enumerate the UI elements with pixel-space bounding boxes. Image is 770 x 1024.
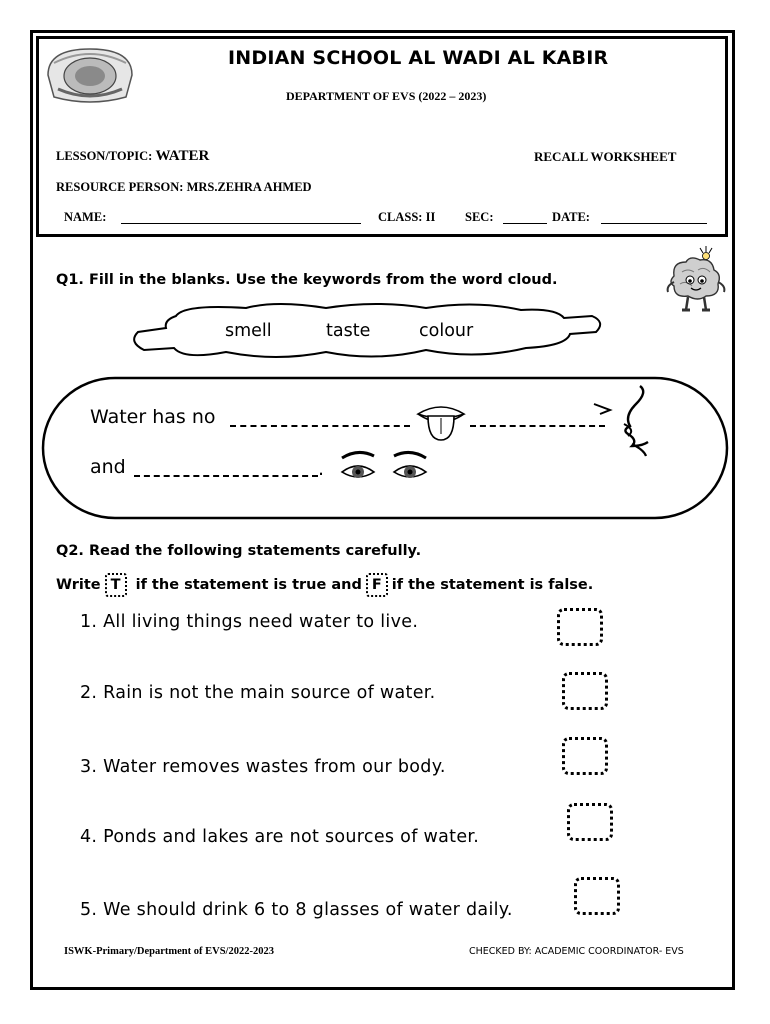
name-label: NAME: [64,210,107,224]
footer-right: CHECKED BY: ACADEMIC COORDINATOR- EVS [469,946,684,957]
school-logo-icon [44,45,136,107]
statement-5: 5. We should drink 6 to 8 glasses of water daily. [80,900,513,920]
date-label: DATE: [552,210,590,224]
false-marker-box: F [366,573,388,597]
footer-left: ISWK-Primary/Department of EVS/2022-2023 [64,946,274,957]
keyword-colour: colour [419,321,474,341]
class-label: CLASS: II [378,210,436,224]
worksheet-type: RECALL WORKSHEET [534,149,677,164]
sec-field[interactable] [503,223,547,224]
sec-label: SEC: [465,210,494,224]
keyword-smell: smell [225,321,272,341]
word-cloud [126,302,616,368]
eyes-icon [338,448,430,488]
statement-4: 4. Ponds and lakes are not sources of water. [80,827,480,847]
nose-icon [588,384,666,458]
name-field[interactable] [121,223,361,224]
lesson-value: WATER [155,148,210,164]
tongue-icon [416,400,466,444]
answer-box-3[interactable] [562,737,608,775]
brain-mascot-icon [660,242,730,316]
true-marker-box: T [105,573,127,597]
resource-person: RESOURCE PERSON: MRS.ZEHRA AHMED [56,180,312,194]
answer-box-2[interactable] [562,672,608,710]
blank-1[interactable] [230,425,410,427]
q1-line2-end: . [318,458,325,480]
date-field[interactable] [601,223,707,224]
answer-box-5[interactable] [574,877,620,915]
school-name: INDIAN SCHOOL AL WADI AL KABIR [228,47,609,69]
answer-box-1[interactable] [557,608,603,646]
q1-title: Q1. Fill in the blanks. Use the keywords from the word cloud. [56,272,558,288]
instr-mid: if the statement is true and [135,577,362,593]
q1-line2-start: and [90,456,126,478]
lesson-label: LESSON/TOPIC: [56,149,153,163]
instr-end: if the statement is false. [391,577,594,593]
statement-1: 1. All living things need water to live. [80,612,419,632]
keyword-taste: taste [326,321,371,341]
q1-line1-start: Water has no [90,406,216,428]
blank-2[interactable] [470,425,605,427]
statement-2: 2. Rain is not the main source of water. [80,683,436,703]
answer-box-4[interactable] [567,803,613,841]
lesson-topic [56,148,209,165]
q2-title: Q2. Read the following statements carefully. [56,543,422,559]
q2-instruction [56,573,593,597]
blank-3[interactable] [134,475,318,477]
instr-write: Write [56,577,101,593]
department-title: DEPARTMENT OF EVS (2022 – 2023) [286,89,487,103]
statement-3: 3. Water removes wastes from our body. [80,757,446,777]
